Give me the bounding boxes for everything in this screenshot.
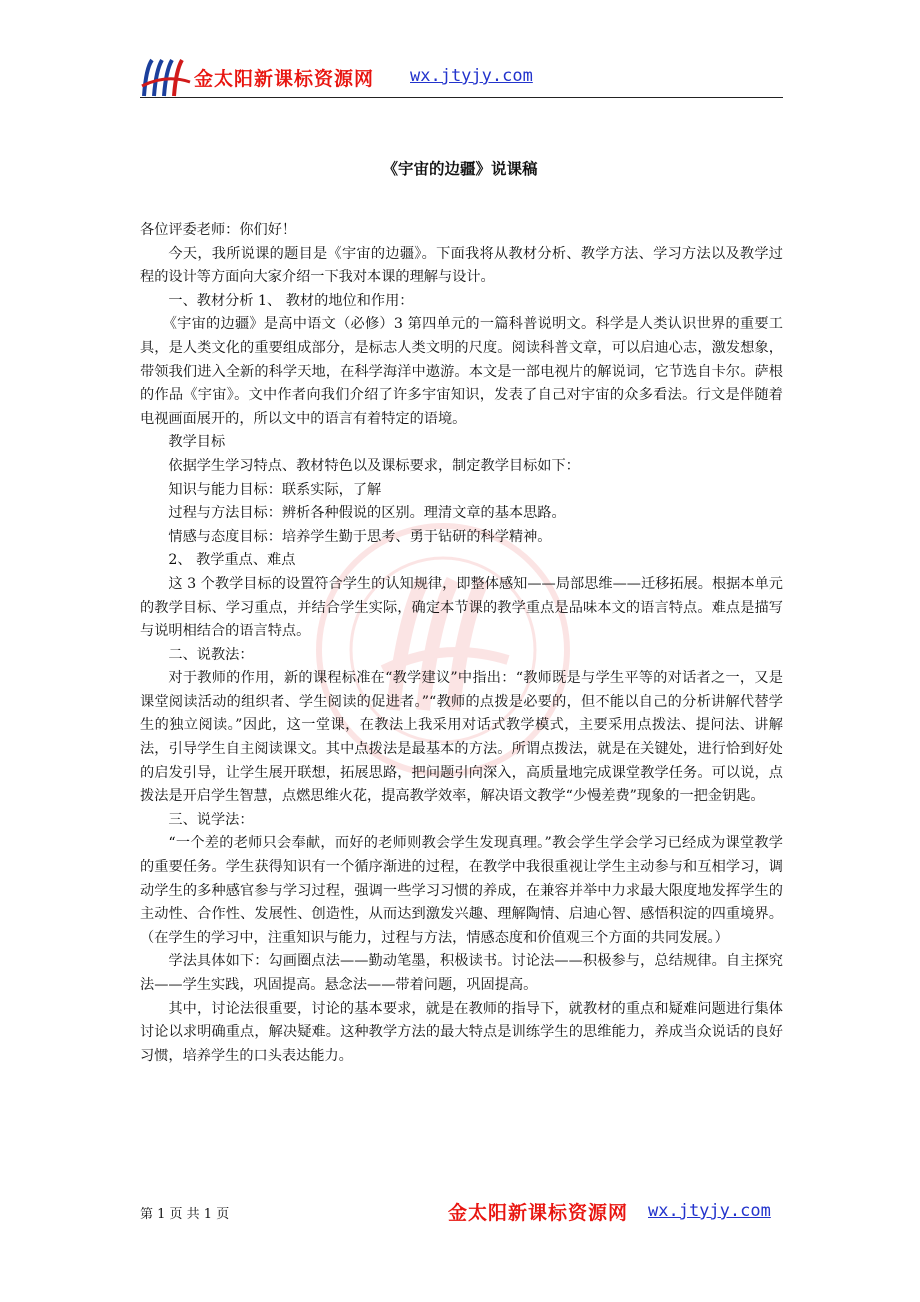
goal-item: 知识与能力目标：联系实际，了解 xyxy=(168,481,382,498)
subheading: 教学目标 xyxy=(168,434,226,451)
section-heading: 三、说学法： xyxy=(168,811,254,828)
paragraph: 依据学生学习特点、教材特色以及课标要求，制定教学目标如下： xyxy=(168,457,580,474)
section-heading: 一、教材分析 1、 教材的地位和作用： xyxy=(168,292,414,309)
paragraph: 这 3 个教学目标的设置符合学生的认知规律，即整体感知——局部思维——迁移拓展。根据本单元的教学目标、学习重点，并结合学生实际，确定本节课的教学重点是品味本文的语言特点。难点是描写与说明相结合的语言特点。 xyxy=(140,575,783,640)
paragraph: 对于教师的作用，新的课程标准在“教学建议”中指出：“教师既是与学生平等的对话者之一，又是课堂阅读活动的组织者、学生阅读的促进者。”“教师的点拨是必要的，但不能以自己的分析讲解代替学生的独立阅读。”因此，这一堂课，在教法上我采用对话式教学模式，主要采用点拨法、提问法、讲解法，引导学生自主阅读课文。其中点拨法是最基本的方法。所谓点拨法，就是在关键处，进行恰到好处的启发引导，让学生展开联想，拓展思路，把问题引向深入，高质量地完成课堂教学任务。可以说，点拨法是开启学生智慧，点燃思维火花，提高教学效率，解决语文教学“少慢差费”现象的一把金钥匙。 xyxy=(140,670,783,805)
page-title: 《宇宙的边疆》说课稿 xyxy=(382,160,538,178)
goal-item: 过程与方法目标：辨析各种假说的区别。理清文章的基本思路。 xyxy=(168,505,566,522)
page-header xyxy=(140,52,783,98)
footer-brand: 金太阳新课标资源网 xyxy=(448,1202,629,1224)
paragraph: 学法具体如下：勾画圈点法——勤动笔墨，积极读书。讨论法——积极参与，总结规律。自主探究法——学生实践，巩固提高。悬念法——带着问题，巩固提高。 xyxy=(140,953,783,993)
document-body xyxy=(140,219,783,1068)
paragraph: 《宇宙的边疆》是高中语文（必修）3 第四单元的一篇科普说明文。科学是人类认识世界的重要工具，是人类文化的重要组成部分，是标志人类文明的尺度。阅读科普文章，可以启迪心志，激发想象，带领我们进入全新的科学天地，在科学海洋中遨游。本文是一部电视片的解说词，它节选自卡尔。萨根的作品《宇宙》。文中作者向我们介绍了许多宇宙知识，发表了自己对宇宙的众多看法。行文是伴随着电视画面展开的，所以文中的语言有着特定的语境。 xyxy=(140,316,783,427)
paragraph: “一个差的老师只会奉献，而好的老师则教会学生发现真理。”教会学生学会学习已经成为课堂教学的重要任务。学生获得知识有一个循序渐进的过程，在教学中我很重视让学生主动参与和互相学习，调动学生的多种感官参与学习过程，强调一些学习习惯的养成，在兼容并举中力求最大限度地发挥学生的主动性、合作性、发展性、创造性，从而达到激发兴趣、理解陶情、启迪心智、感悟积淀的四重境界。（在学生的学习中，注重知识与能力，过程与方法，情感态度和价值观三个方面的共同发展。） xyxy=(140,835,783,946)
page-number: 第 1 页 共 1 页 xyxy=(140,1207,230,1222)
header-divider xyxy=(140,97,783,98)
section-heading: 二、说教法： xyxy=(168,646,254,663)
paragraph: 今天，我所说课的题目是《宇宙的边疆》。下面我将从教材分析、教学方法、学习方法以及教学过程的设计等方面向大家介绍一下我对本课的理解与设计。 xyxy=(140,245,783,286)
subheading: 2、 教学重点、难点 xyxy=(168,552,296,569)
logo-icon xyxy=(140,56,192,98)
footer-site-link[interactable]: wx.jtyjy.com xyxy=(648,1201,771,1221)
greeting: 各位评委老师：你们好！ xyxy=(140,222,297,238)
site-link[interactable]: wx.jtyjy.com xyxy=(410,66,533,86)
paragraph: 其中，讨论法很重要，讨论的基本要求，就是在教师的指导下，就教材的重点和疑难问题进行集体讨论以求明确重点，解决疑难。这种教学方法的最大特点是训练学生的思维能力，养成当众说话的良好习惯，培养学生的口头表达能力。 xyxy=(140,1000,783,1064)
brand-name: 金太阳新课标资源网 xyxy=(194,68,375,90)
goal-item: 情感与态度目标：培养学生勤于思考、勇于钻研的科学精神。 xyxy=(168,528,552,545)
